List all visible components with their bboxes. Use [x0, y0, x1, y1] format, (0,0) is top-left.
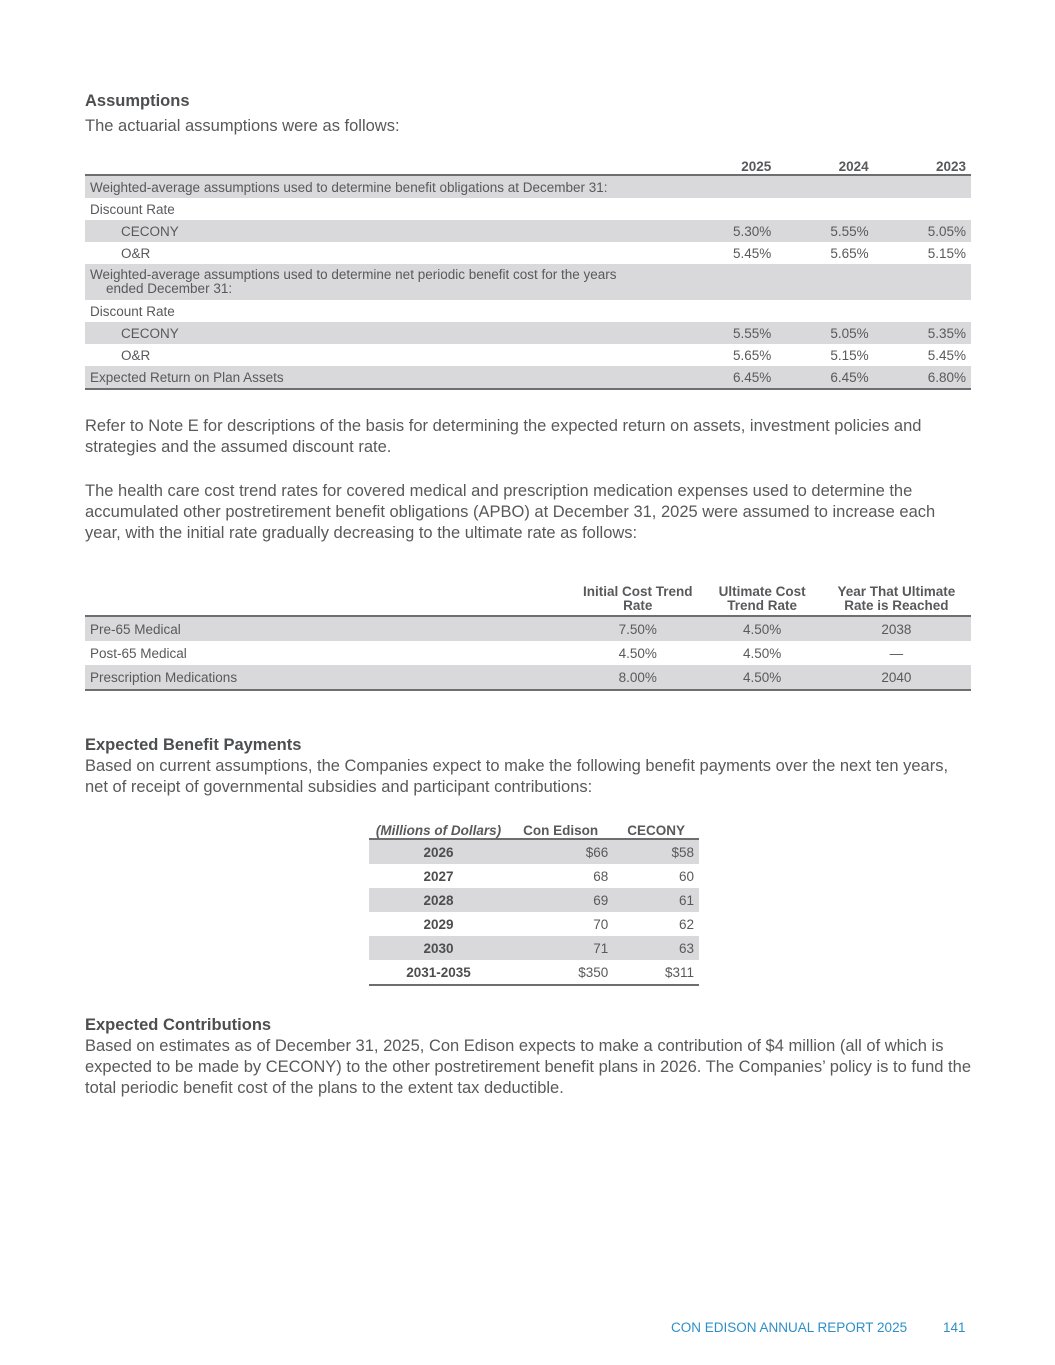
cell-value: 5.55%: [776, 220, 873, 242]
cell-value: 5.35%: [874, 322, 971, 344]
actuarial-assumptions-table: [85, 152, 971, 390]
health-care-trend-table: [85, 583, 971, 691]
row-year: 2030: [369, 936, 508, 960]
table-row: [369, 888, 699, 912]
row-label: O&R: [121, 245, 151, 261]
table-row: [85, 344, 971, 366]
cell-value: 5.15%: [927, 245, 966, 261]
cell-value: 62: [678, 916, 694, 932]
row-label: Discount Rate: [90, 201, 175, 217]
column-header: CECONY: [613, 816, 699, 839]
table-row: [85, 264, 971, 300]
cell-value: [776, 175, 873, 198]
table-row: [85, 665, 971, 690]
table-row: [85, 322, 971, 344]
cell-value: 6.45%: [776, 366, 873, 389]
cell-value: [874, 175, 971, 198]
contributions-heading: Expected Contributions: [85, 1016, 272, 1034]
unit-header: (Millions of Dollars): [369, 816, 508, 839]
cell-value: 71: [508, 936, 613, 960]
table-header-row: [85, 583, 971, 616]
cell-value: 6.45%: [679, 366, 776, 389]
table-row: [369, 936, 699, 960]
table-row: [369, 864, 699, 888]
cell-value: 70: [593, 916, 609, 932]
cell-value: 4.50%: [703, 616, 822, 641]
cell-value: 60: [678, 868, 694, 884]
cell-value: 4.50%: [618, 645, 657, 661]
cell-value: $66: [508, 839, 613, 864]
cell-value: 63: [613, 936, 699, 960]
table-row: [85, 220, 971, 242]
cell-value: $311: [613, 960, 699, 985]
row-label: CECONY: [85, 322, 679, 344]
table-row: [369, 960, 699, 985]
cell-value: [679, 300, 776, 322]
benefit-payments-heading: Expected Benefit Payments: [85, 736, 302, 754]
contributions-text: Based on estimates as of December 31, 2025, Con Edison expects to make a contribution of $4 million (all of which is expected to be made by CECONY) to the other postretirement benefit plans in 2026. The Companies’ policy is to fund the total periodic benefit cost of the plans to the extent tax deductible.: [85, 1037, 971, 1097]
cell-value: [776, 300, 873, 322]
cell-value: 5.45%: [927, 347, 966, 363]
cell-value: 5.30%: [679, 220, 776, 242]
cell-value: 2040: [822, 665, 971, 690]
cell-value: 5.15%: [830, 347, 869, 363]
table-row: [85, 242, 971, 264]
health-care-paragraph: The health care cost trend rates for covered medical and prescription medication expenses used to determine the accumulated other postretirement benefit obligations (APBO) at December 31, 2025 were assumed to increase each year, with the initial rate gradually decreasing to the ultimate rate as follows:: [85, 482, 936, 542]
cell-value: [776, 198, 873, 220]
row-year: 2028: [369, 888, 508, 912]
table-row: [85, 300, 971, 322]
benefit-payments-table: [369, 816, 699, 986]
cell-value: 5.45%: [732, 245, 772, 261]
cell-value: 8.00%: [573, 665, 703, 690]
row-label: CECONY: [85, 220, 679, 242]
cell-value: 4.50%: [703, 665, 822, 690]
cell-value: 61: [613, 888, 699, 912]
benefit-payments-intro: Based on current assumptions, the Companies expect to make the following benefit payments over the next ten years, net of receipt of governmental subsidies and participant contributions:: [85, 757, 949, 796]
column-header: 2025: [679, 152, 776, 175]
column-header: Year That Ultimate Rate is Reached: [822, 583, 971, 616]
cell-value: —: [889, 645, 904, 661]
cell-value: 7.50%: [573, 616, 703, 641]
row-label: O&R: [121, 347, 151, 363]
cell-value: [776, 264, 873, 300]
table-row: [369, 912, 699, 936]
row-year: 2029: [423, 916, 454, 932]
row-label: Weighted-average assumptions used to determine benefit obligations at December 31:: [85, 175, 679, 198]
cell-value: 5.65%: [830, 245, 869, 261]
row-label: Post-65 Medical: [90, 645, 187, 661]
footer-report-title: CON EDISON ANNUAL REPORT 2025: [671, 1320, 908, 1335]
footer-page-number: 141: [943, 1320, 966, 1335]
column-header: 2024: [776, 152, 873, 175]
column-header: Ultimate Cost Trend Rate: [703, 583, 822, 616]
cell-value: 68: [593, 868, 609, 884]
cell-value: 5.05%: [776, 322, 873, 344]
column-header: 2023: [874, 152, 971, 175]
cell-value: 2038: [822, 616, 971, 641]
row-label: Prescription Medications: [85, 665, 573, 690]
row-label: Weighted-average assumptions used to determine net periodic benefit cost for the years ended December 31:: [85, 264, 679, 300]
cell-value: $58: [613, 839, 699, 864]
note-e-paragraph: Refer to Note E for descriptions of the basis for determining the expected return on assets, investment policies and strategies and the assumed discount rate.: [85, 417, 922, 456]
cell-value: 5.55%: [679, 322, 776, 344]
cell-value: 5.05%: [874, 220, 971, 242]
cell-value: [679, 175, 776, 198]
table-row: [85, 175, 971, 198]
table-header-row: [369, 816, 699, 839]
cell-value: 4.50%: [743, 645, 782, 661]
row-year: 2031-2035: [369, 960, 508, 985]
assumptions-heading: Assumptions: [85, 92, 190, 110]
table-header-row: [85, 152, 971, 175]
row-label: Pre-65 Medical: [85, 616, 573, 641]
column-header: Initial Cost Trend Rate: [573, 583, 703, 616]
cell-value: 69: [508, 888, 613, 912]
cell-value: 5.65%: [732, 347, 772, 363]
table-row: [85, 616, 971, 641]
cell-value: 6.80%: [874, 366, 971, 389]
row-year: 2027: [423, 868, 454, 884]
row-label: Discount Rate: [90, 303, 175, 319]
cell-value: [679, 198, 776, 220]
table-row: [85, 198, 971, 220]
row-label: Expected Return on Plan Assets: [85, 366, 679, 389]
assumptions-intro: The actuarial assumptions were as follows:: [85, 117, 400, 135]
table-row: [369, 839, 699, 864]
cell-value: [874, 198, 971, 220]
table-row: [85, 366, 971, 389]
cell-value: [874, 300, 971, 322]
cell-value: $350: [508, 960, 613, 985]
column-header: Con Edison: [508, 816, 613, 839]
cell-value: [874, 264, 971, 300]
row-year: 2026: [369, 839, 508, 864]
cell-value: [679, 264, 776, 300]
table-row: [85, 641, 971, 665]
